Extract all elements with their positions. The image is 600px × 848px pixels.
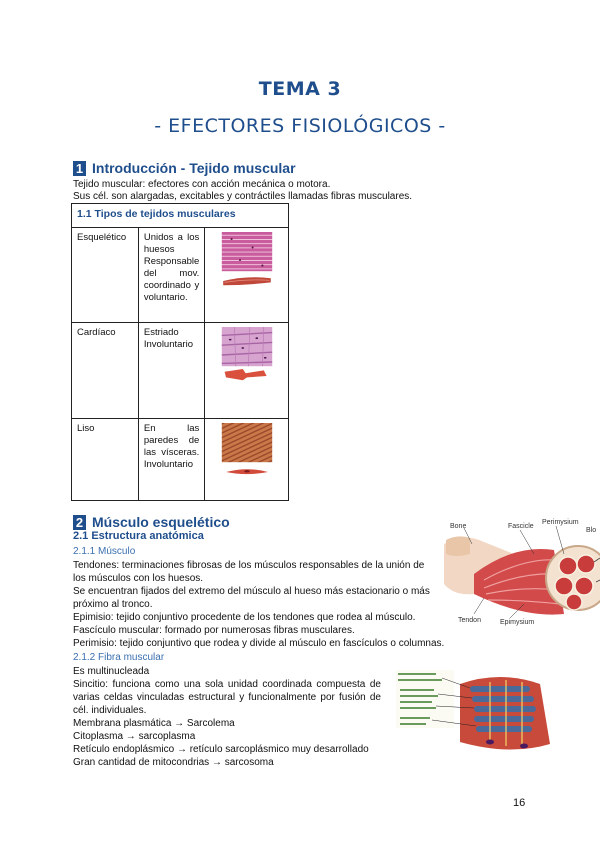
text-line: Tejido muscular: efectores con acción mecánica o motora. bbox=[73, 179, 331, 190]
text-line: Retículo endoplásmico → retículo sarcoplásmico muy desarrollado bbox=[73, 744, 369, 755]
section-title: Músculo esquelético bbox=[92, 514, 230, 530]
page-number: 16 bbox=[513, 797, 526, 809]
tissue-name: Esquelético bbox=[72, 228, 139, 323]
text-line: los músculos con los huesos. bbox=[73, 573, 204, 584]
label-bone: Bone bbox=[450, 523, 467, 530]
smooth-micrograph bbox=[205, 419, 289, 501]
page-subtitle: - EFECTORES FISIOLÓGICOS - bbox=[154, 115, 446, 137]
skeletal-micrograph bbox=[205, 228, 289, 323]
tissue-desc: En las paredes de las vísceras. Involuntario bbox=[138, 419, 204, 501]
text-line: Perimisio: tejido conjuntivo que rodea y divide al músculo en fascículos o columnas. bbox=[73, 638, 445, 649]
text-line: Membrana plasmática → Sarcolema bbox=[73, 718, 235, 729]
section-number: 1 bbox=[73, 161, 86, 176]
label-perimysium: Perimysium bbox=[542, 519, 579, 526]
section-number: 2 bbox=[73, 515, 86, 530]
text-line: Epimisio: tejido conjuntivo procedente de los tendones que rodea al músculo. bbox=[73, 612, 416, 623]
text-line: Tendones: terminaciones fibrosas de los músculos responsables de la unión de bbox=[73, 560, 425, 571]
section-title: Introducción - Tejido muscular bbox=[92, 160, 296, 176]
text-paragraph: Sincitio: funciona como una sola unidad coordinada compuesta de varias celdas vinculadas estructural y funcionalmente por fusión de cél. individuales. bbox=[73, 679, 381, 716]
text-line: Es multinucleada bbox=[73, 666, 150, 677]
tissue-name: Cardíaco bbox=[72, 323, 139, 419]
subsection-title: 2.1 Estructura anatómica bbox=[73, 530, 204, 542]
table-row bbox=[72, 228, 289, 323]
label-fascicle: Fascicle bbox=[508, 523, 534, 530]
tissue-desc: Estriado Involuntario bbox=[138, 323, 204, 419]
tissue-name: Liso bbox=[72, 419, 139, 501]
subsubsection-title: 2.1.2 Fibra muscular bbox=[73, 652, 165, 663]
section-1-heading bbox=[73, 160, 296, 176]
text-line: Se encuentran fijados del extremo del músculo al hueso más estacionario o más bbox=[73, 586, 430, 597]
cardiac-micrograph bbox=[205, 323, 289, 419]
table-row bbox=[72, 419, 289, 501]
text-line: Citoplasma → sarcoplasma bbox=[73, 731, 196, 742]
label-tendon: Tendon bbox=[458, 617, 481, 624]
muscle-types-table bbox=[71, 203, 289, 501]
label-epimysium: Epimysium bbox=[500, 619, 535, 626]
text-line: próximo al tronco. bbox=[73, 599, 153, 610]
page-title: TEMA 3 bbox=[258, 78, 342, 100]
table-title: 1.1 Tipos de tejidos musculares bbox=[72, 204, 289, 228]
muscle-anatomy-figure bbox=[444, 514, 600, 626]
tissue-desc: Unidos a los huesos Responsable del mov. coordinado y voluntario. bbox=[138, 228, 204, 323]
subsubsection-title: 2.1.1 Músculo bbox=[73, 546, 136, 557]
table-row bbox=[72, 323, 289, 419]
text-line: Gran cantidad de mitocondrias → sarcosoma bbox=[73, 757, 274, 768]
muscle-fiber-figure bbox=[390, 664, 566, 758]
section-2-heading bbox=[73, 514, 230, 530]
text-line: Sus cél. son alargadas, excitables y contráctiles llamadas fibras musculares. bbox=[73, 191, 413, 202]
label-edge: Blo bbox=[586, 527, 597, 534]
text-line: Fascículo muscular: formado por numerosas fibras musculares. bbox=[73, 625, 355, 636]
